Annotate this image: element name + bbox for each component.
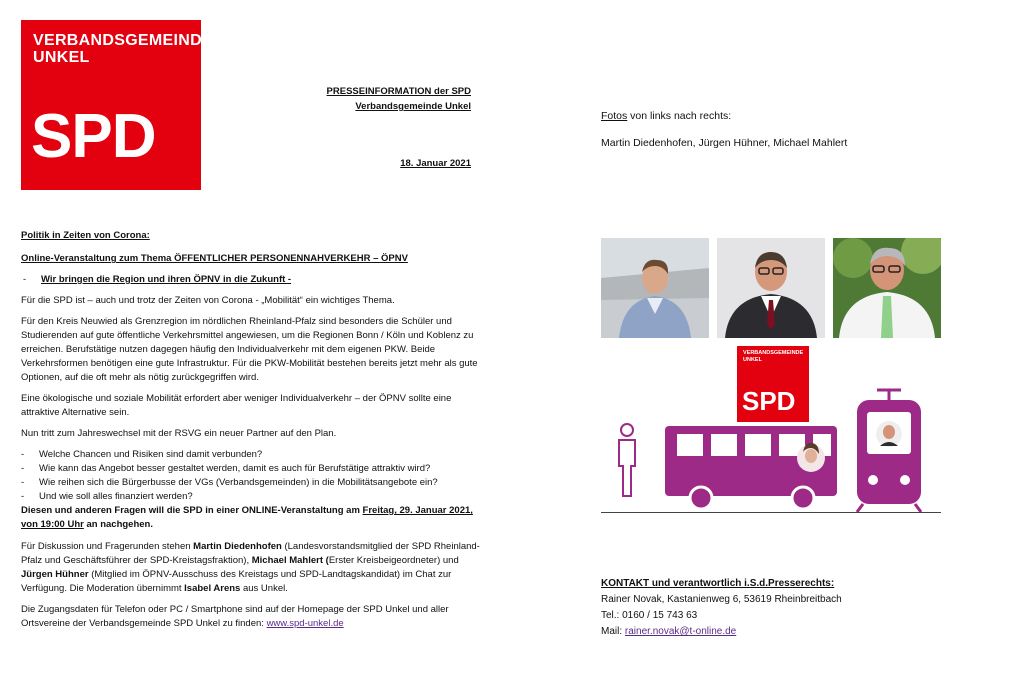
speaker-name-2: Michael Mahlert ( bbox=[251, 555, 329, 566]
event-date: Freitag, 29. Januar 2021, von 19:00 Uhr bbox=[21, 505, 473, 530]
press-title bbox=[300, 84, 471, 114]
press-title-line2: Verbandsgemeinde Unkel bbox=[355, 101, 471, 112]
spd-logo bbox=[21, 20, 213, 190]
article-slogan bbox=[21, 273, 481, 287]
press-title-line1: PRESSEINFORMATION der SPD bbox=[326, 86, 471, 97]
photo-caption-names: Martin Diedenhofen, Jürgen Hühner, Michael Mahlert bbox=[601, 137, 848, 149]
contact-name-address: Rainer Novak, Kastanienweg 6, 53619 Rheinbreitbach bbox=[601, 594, 842, 605]
divider-line bbox=[601, 512, 941, 513]
contact-block bbox=[601, 576, 842, 640]
badge-line1: VERBANDSGEMEINDE bbox=[743, 350, 804, 356]
question-dash: - bbox=[21, 463, 25, 474]
speaker-name-3: Jürgen Hühner bbox=[21, 569, 89, 580]
article-subheading: Online-Veranstaltung zum Thema ÖFFENTLICHER PERSONENNAHVERKEHR – ÖPNV bbox=[21, 253, 408, 264]
question-text: Welche Chancen und Risiken sind damit verbunden? bbox=[39, 449, 263, 460]
badge-line2: UNKEL bbox=[743, 357, 762, 363]
bus-icon bbox=[665, 426, 837, 509]
tram-icon bbox=[857, 390, 921, 512]
event-announcement bbox=[21, 504, 481, 532]
logo-party: SPD bbox=[31, 102, 156, 171]
speakers-text-c: Erster Kreisbeigeordneter) und bbox=[328, 555, 459, 566]
question-dash: - bbox=[21, 477, 25, 488]
question-item bbox=[21, 462, 481, 476]
logo-line2: UNKEL bbox=[33, 49, 90, 66]
photo-juergen-huehner bbox=[717, 238, 825, 338]
contact-mail-row bbox=[601, 624, 842, 640]
paragraph-1: Für die SPD ist – auch und trotz der Zeiten von Corona - „Mobilität“ ein wichtiges Thema. bbox=[21, 295, 395, 306]
slogan-dash: - bbox=[23, 274, 27, 285]
question-item bbox=[21, 490, 481, 504]
contact-phone: Tel.: 0160 / 15 743 63 bbox=[601, 610, 698, 621]
mail-label: Mail: bbox=[601, 626, 625, 637]
fotos-label-rest: von links nach rechts: bbox=[627, 110, 732, 122]
slogan-text: Wir bringen die Region und ihren ÖPNV in die Zukunft - bbox=[41, 274, 292, 285]
event-text-b: an nachgehen. bbox=[83, 519, 153, 530]
moderator-name: Isabel Arens bbox=[184, 583, 241, 594]
question-dash: - bbox=[21, 491, 25, 502]
fotos-label: Fotos bbox=[601, 110, 628, 122]
paragraph-2: Für den Kreis Neuwied als Grenzregion im nördlichen Rheinland-Pfalz sind besonders die Schüler und Studierenden auf gute öffentliche Verkehrsmittel angewiesen, um die Regionen Bonn / Köln und Koblenz zu erreichen. Berufstätige nutzen dagegen häufig den Individualverkehr mit dem eigenen PKW. Beide Verkehrsformen benötigen eine gute Infrastruktur. Für die PKW-Mobilität bestehen bereits jetzt mehr als gute Optionen, auf die oft mehr als nötig zurückgegriffen wird. bbox=[21, 316, 478, 383]
paragraph-access bbox=[21, 603, 481, 631]
paragraph-3: Eine ökologische und soziale Mobilität erfordert aber weniger Individualverkehr – der ÖPNV sollte eine attraktive Alternative sein. bbox=[21, 393, 452, 418]
article-heading: Politik in Zeiten von Corona: bbox=[21, 230, 150, 241]
paragraph-speakers bbox=[21, 540, 481, 596]
contact-heading: KONTAKT und verantwortlich i.S.d.Presserechts: bbox=[601, 578, 835, 589]
question-text: Wie kann das Angebot besser gestaltet werden, damit es auch für Berufstätige attraktiv wird? bbox=[39, 463, 431, 474]
paragraph-4: Nun tritt zum Jahreswechsel mit der RSVG ein neuer Partner auf den Plan. bbox=[21, 428, 337, 439]
access-text: Die Zugangsdaten für Telefon oder PC / Smartphone sind auf der Homepage der SPD Unkel und aller Ortsvereine der Verbandsgemeinde SPD Unkel zu finden: bbox=[21, 604, 449, 629]
article-body bbox=[21, 229, 481, 638]
speakers-text-e: aus Unkel. bbox=[240, 583, 288, 594]
speakers-text-a: Für Diskussion und Fragerunden stehen bbox=[21, 541, 194, 552]
contact-mail-link[interactable]: rainer.novak@t-online.de bbox=[624, 626, 737, 637]
bus-tram-illustration bbox=[601, 340, 941, 512]
badge-party: SPD bbox=[742, 386, 796, 416]
speakers-text-d: (Mitglied im ÖPNV-Ausschuss des Kreistags und SPD-Landtagskandidat) im Chat zur Verfügung. Die Moderation übernimmt bbox=[21, 569, 452, 594]
logo-line1: VERBANDSGEMEINDE bbox=[33, 32, 213, 49]
photo-martin-diedenhofen bbox=[601, 238, 709, 338]
question-list bbox=[21, 448, 481, 504]
pedestrian-icon bbox=[619, 424, 635, 496]
event-text-a: Diesen und anderen Fragen will die SPD in einer ONLINE-Veranstaltung am bbox=[21, 505, 363, 516]
speakers-text-b: (Landesvorstandsmitglied der SPD Rheinland-Pfalz und Geschäftsführer der SPD-Kreistagsfraktion), bbox=[21, 541, 480, 566]
homepage-link[interactable]: www.spd-unkel.de bbox=[266, 618, 344, 629]
photo-caption-label bbox=[601, 110, 731, 122]
question-text: Und wie soll alles finanziert werden? bbox=[39, 491, 193, 502]
photo-michael-mahlert bbox=[833, 238, 941, 338]
press-date: 18. Januar 2021 bbox=[400, 158, 471, 169]
question-item bbox=[21, 448, 481, 462]
speaker-photos bbox=[601, 238, 941, 338]
question-dash: - bbox=[21, 449, 25, 460]
mobility-illustration bbox=[601, 340, 941, 512]
speaker-name-1: Martin Diedenhofen bbox=[193, 541, 282, 552]
question-item bbox=[21, 476, 481, 490]
question-text: Wie reihen sich die Bürgerbusse der VGs (Verbandsgemeinden) in die Mobilitätsangebote ein? bbox=[39, 477, 438, 488]
